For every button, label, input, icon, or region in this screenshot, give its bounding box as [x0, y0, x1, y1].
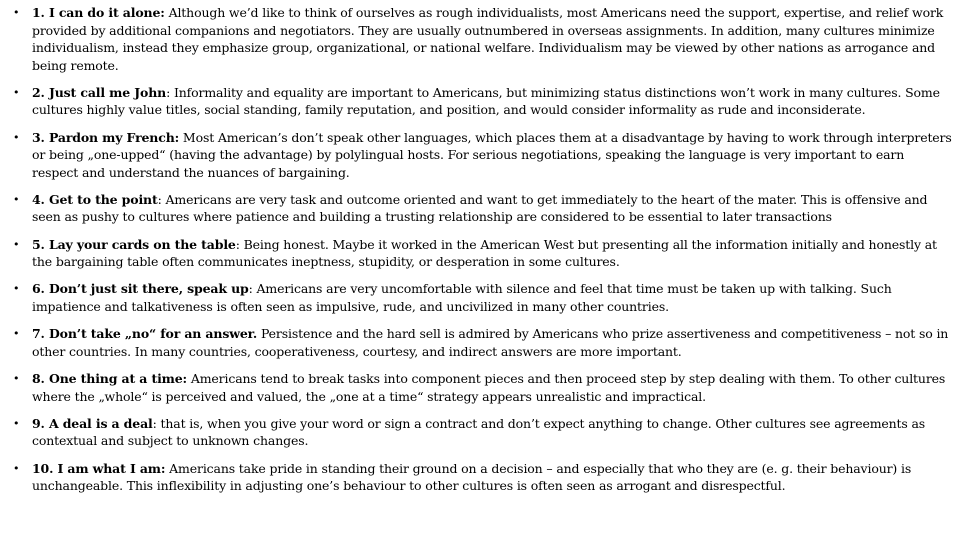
list-item — [0, 0, 960, 74]
list-item — [0, 191, 960, 226]
bullet-icon: • — [13, 6, 20, 19]
item-heading: 8. One thing at a time: — [32, 371, 188, 387]
list-item — [0, 84, 960, 119]
bullet-icon: • — [13, 282, 20, 296]
list-item — [0, 325, 960, 360]
item-heading: 7. Don’t take „no“ for an answer. — [32, 326, 258, 342]
item-text: Although we’d like to think of ourselves as rough individualists, most Americans need the support, expertise, and relief work provided by additional companions and negotiators. They are usually outnumbered in overseas assignments. In addition, many cultures minimize individualism, instead they emphasize group, organizational, or national welfare. Individualism may be viewed by other nations as arrogance and being remote. — [32, 5, 944, 73]
list-item — [0, 236, 960, 271]
item-heading: 5. Lay your cards on the table — [32, 236, 236, 252]
bullet-icon: • — [13, 237, 20, 251]
item-text: : Americans are very task and outcome oriented and want to get immediately to the heart of the mater. This is offensive and seen as pushy to cultures where patience and building a trusting relationship are considered to be essential to later transactions — [32, 191, 928, 225]
list-item — [0, 280, 960, 315]
item-heading: 6. Don’t just sit there, speak up — [32, 281, 249, 297]
item-heading: 4. Get to the point — [32, 191, 158, 207]
bullet-icon: • — [13, 416, 20, 430]
item-text: Persistence and the hard sell is admired by Americans who prize assertiveness and competitiveness – not so in other countries. In many countries, cooperativeness, courtesy, and indirect answers are more important. — [32, 326, 949, 359]
item-text: Americans tend to break tasks into component pieces and then proceed step by step dealing with them. To other cultures where the „whole“ is perceived and valued, the „one at a time“ strategy appears unrealistic and impractical. — [32, 371, 946, 404]
list-item — [0, 415, 960, 450]
item-heading: 9. A deal is a deal — [32, 415, 153, 431]
bullet-icon: • — [13, 461, 20, 475]
item-text: : that is, when you give your word or sign a contract and don’t expect anything to change. Other cultures see agreements as contextual and subject to unknown changes. — [32, 415, 926, 449]
bullet-icon: • — [13, 327, 20, 341]
bullet-icon: • — [13, 192, 20, 206]
bullet-icon: • — [13, 85, 20, 99]
item-heading: 3. Pardon my French: — [32, 129, 180, 145]
item-text: : Being honest. Maybe it worked in the American West but presenting all the information initially and honestly at the bargaining table often communicates ineptness, stupidity, or desperation in some cultures. — [32, 236, 937, 270]
bullet-icon: • — [13, 130, 20, 144]
item-text: Most American’s don’t speak other languages, which places them at a disadvantage by having to work through interpreters or being „one-upped“ (having the advantage) by polylingual hosts. For serious negotiations, speaking the language is very important to earn respect and understand the nuances of bargaining. — [32, 129, 952, 180]
list-item — [0, 129, 960, 182]
bullet-icon: • — [13, 372, 20, 386]
list-item — [0, 370, 960, 405]
item-text: Americans take pride in standing their ground on a decision – and especially that who they are (e. g. their behaviour) is unchangeable. This inflexibility in adjusting one’s behaviour to other cultures is often seen as arrogant and disrespectful. — [32, 460, 912, 494]
item-heading: 1. I can do it alone: — [32, 5, 165, 20]
item-heading: 2. Just call me John — [32, 84, 167, 100]
item-heading: 10. I am what I am: — [32, 460, 166, 476]
list-item — [0, 460, 960, 495]
item-text: : Informality and equality are important to Americans, but minimizing status distinctions won’t work in many cultures. Some cultures highly value titles, social standing, family reputation, and position, and would consider informality as rude and inconsiderate. — [32, 84, 940, 118]
item-text: : Americans are very uncomfortable with silence and feel that time must be taken up with talking. Such impatience and talkativeness is often seen as impulsive, rude, and uncivilized in many other countries. — [32, 281, 892, 314]
